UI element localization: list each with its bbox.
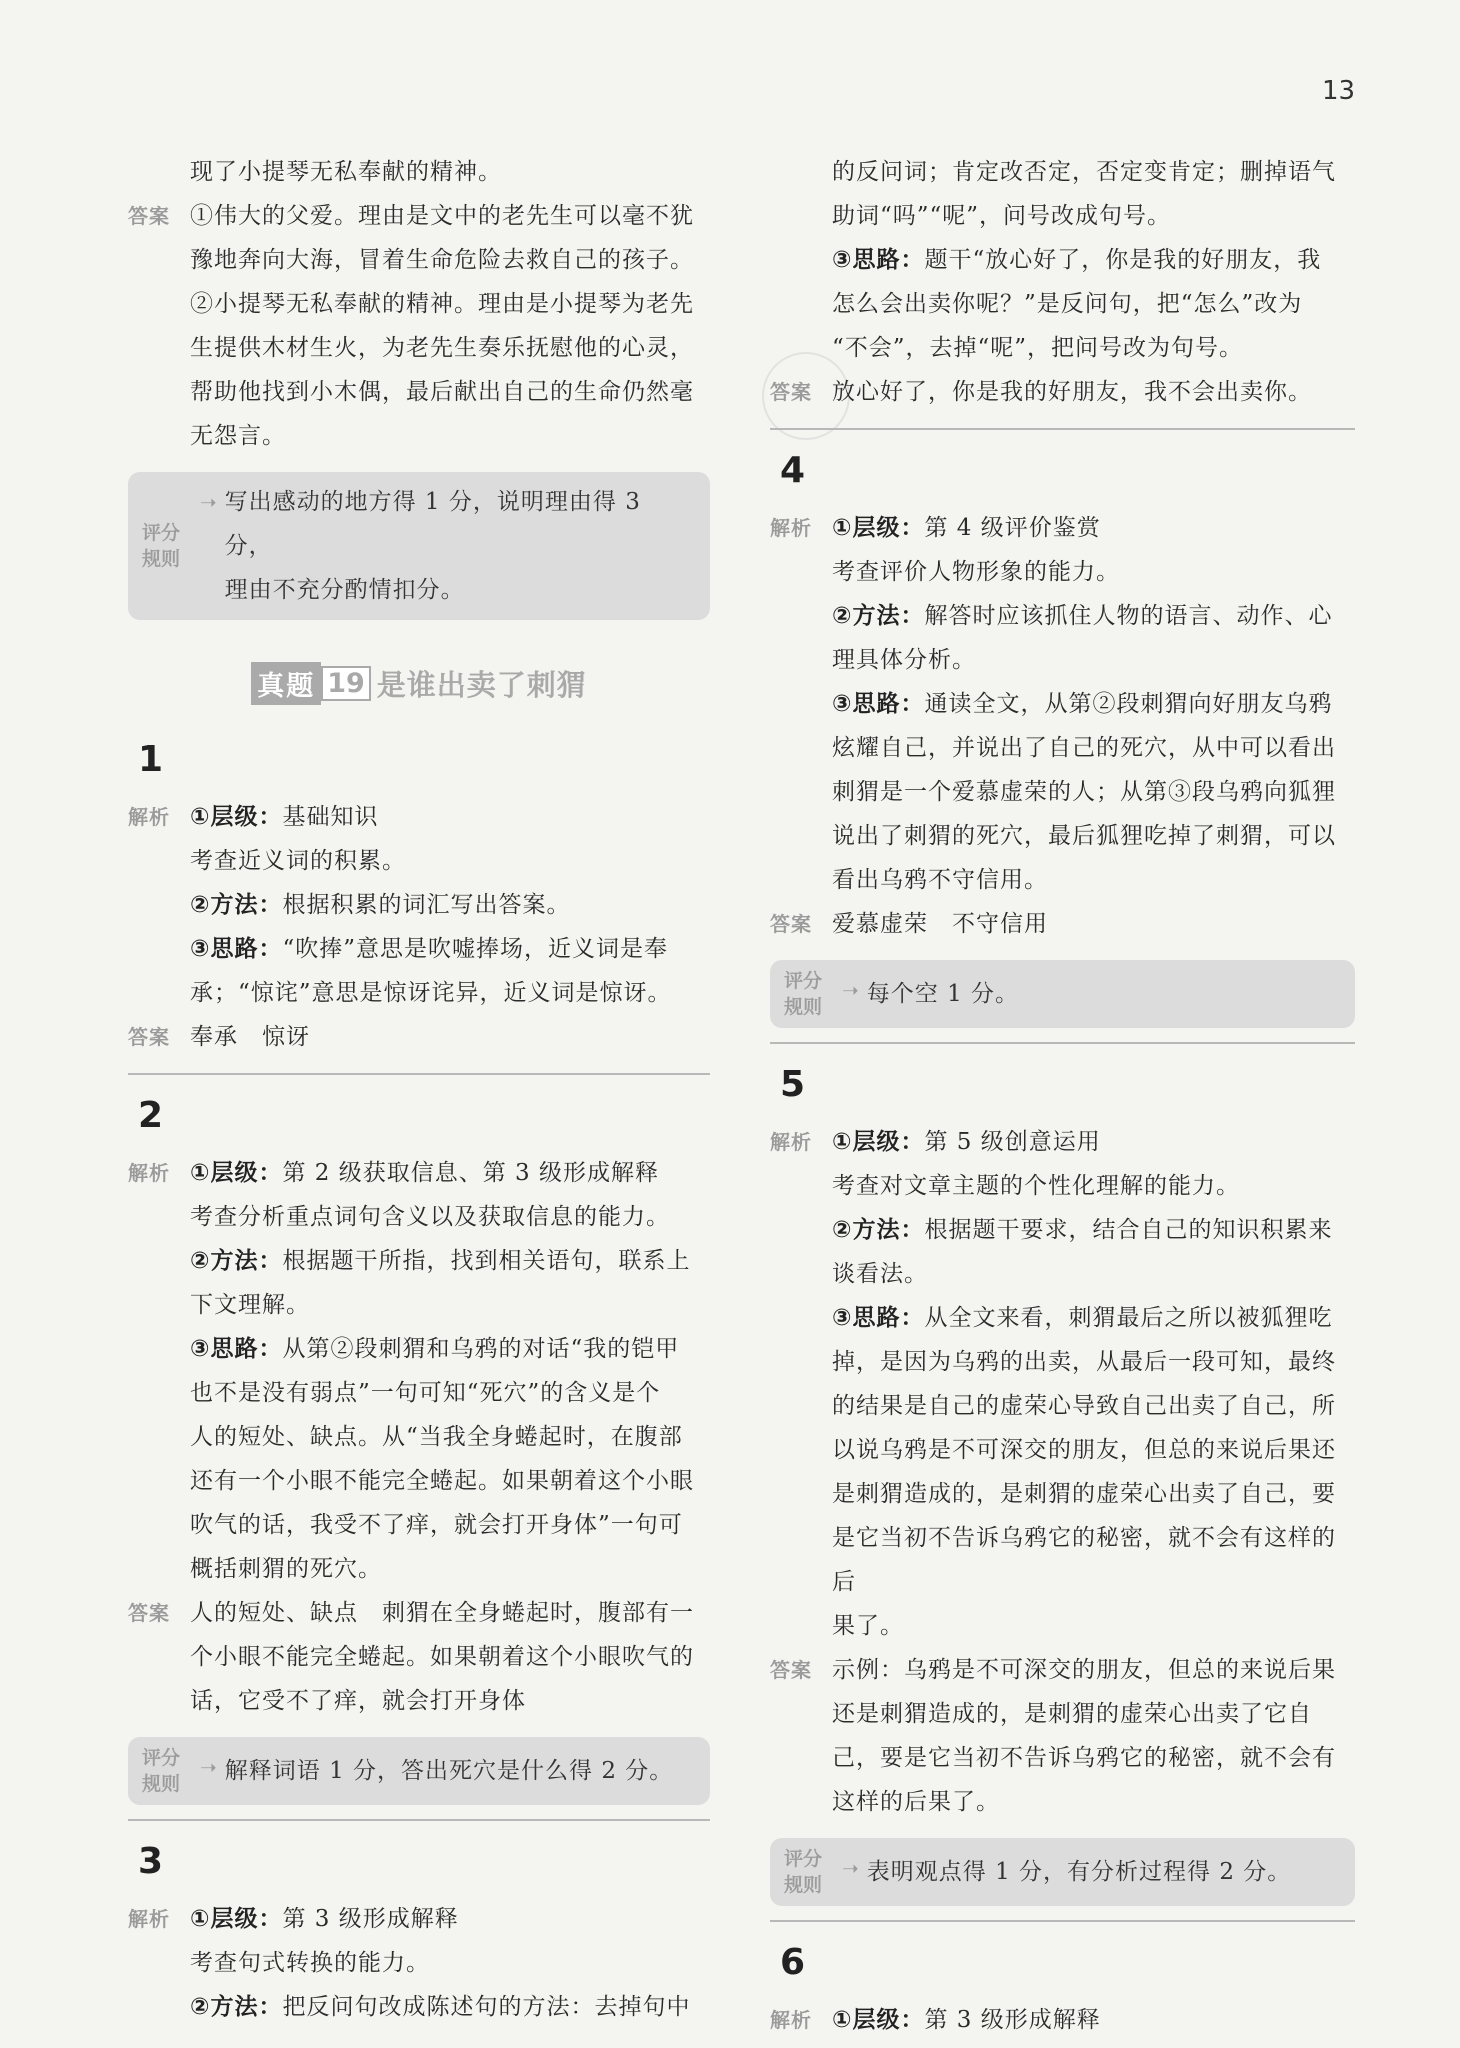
divider (770, 428, 1355, 430)
left-column (128, 150, 710, 2029)
idea-value: “吹捧”意思是吹嘘捧场，近义词是奉 (282, 936, 669, 962)
banner-number: 19 (321, 666, 371, 701)
answer-block (128, 1591, 710, 1723)
question-number: 6 (780, 1942, 806, 1983)
analysis-tag: 解析 (128, 1161, 170, 1185)
idea-value: 通读全文，从第②段刺猬向好朋友乌鸦 (924, 691, 1333, 717)
text-line: 也不是没有弱点”一句可知“死穴”的含义是个 (190, 1380, 661, 1406)
text-line: 看出乌鸦不守信用。 (832, 867, 1048, 893)
divider (770, 1042, 1355, 1044)
text-line: 概括刺猬的死穴。 (190, 1556, 382, 1582)
analysis-block (128, 1897, 710, 2029)
analysis-block (128, 1151, 710, 1591)
answer-text: 个小眼不能完全蜷起。如果朝着这个小眼吹气的 (190, 1644, 694, 1670)
text-line: 吹气的话，我受不了痒，就会打开身体”一句可 (190, 1512, 683, 1538)
text-line: 生提供木材生火，为老先生奏乐抚慰他的心灵， (190, 335, 694, 361)
method-key: ②方法： (190, 1994, 283, 2020)
answer-block (128, 1015, 710, 1059)
idea-value: 题干“放心好了，你是我的好朋友，我 (924, 247, 1322, 273)
arrow-icon: ➝ (842, 978, 859, 1002)
text-line: 考查分析重点词句含义以及获取信息的能力。 (190, 1204, 670, 1230)
text-line: 理具体分析。 (832, 647, 976, 673)
answer-text: 己，要是它当初不告诉乌鸦它的秘密，就不会有 (832, 1745, 1336, 1771)
text-line: 考查句式转换的能力。 (190, 1950, 430, 1976)
rule-text: 理由不充分酌情扣分。 (224, 577, 465, 603)
answer-text: 话，它受不了痒，就会打开身体 (190, 1688, 526, 1714)
method-value: 根据积累的词汇写出答案。 (282, 892, 571, 918)
text-line: 是刺猬造成的，是刺猬的虚荣心出卖了自己，要 (832, 1481, 1336, 1507)
rule-label: 规则 (142, 1773, 181, 1795)
idea-key: ③思路： (832, 691, 925, 717)
method-key: ②方法： (832, 1217, 925, 1243)
text-line: 谈看法。 (832, 1261, 928, 1287)
method-value: 根据题干要求，结合自己的知识积累来 (924, 1217, 1333, 1243)
analysis-tag: 解析 (128, 805, 170, 829)
question-number: 4 (780, 450, 806, 491)
level-value: 第 5 级创意运用 (924, 1129, 1101, 1155)
level-value: 第 3 级形成解释 (282, 1906, 459, 1932)
divider (128, 1073, 710, 1075)
rule-text: 写出感动的地方得 1 分，说明理由得 3 分， (224, 489, 641, 559)
idea-key: ③思路： (832, 247, 925, 273)
answer-tag: 答案 (128, 1025, 170, 1049)
level-value: 第 4 级评价鉴赏 (924, 515, 1101, 541)
banner-title: 是谁出卖了刺猬 (376, 668, 587, 702)
scoring-rule-box (770, 1838, 1355, 1906)
scoring-rule-box (128, 472, 710, 620)
answer-tag: 答案 (770, 912, 812, 936)
analysis-block (770, 506, 1355, 902)
arrow-icon: ➝ (199, 490, 217, 514)
answer-tag: 答案 (128, 204, 170, 228)
answer-text: 人的短处、缺点 刺猬在全身蜷起时，腹部有一 (190, 1600, 694, 1626)
text-line: ②小提琴无私奉献的精神。理由是小提琴为老先 (190, 291, 694, 317)
page-number: 13 (1322, 76, 1356, 106)
answer-text: 爱慕虚荣 不守信用 (832, 911, 1048, 937)
right-column (770, 150, 1355, 2042)
text-line: “不会”，去掉“呢”，把问号改为句号。 (832, 335, 1244, 361)
text-line: 豫地奔向大海，冒着生命危险去救自己的孩子。 (190, 247, 694, 273)
question-number: 5 (780, 1064, 806, 1105)
rule-label: 评分 (142, 1747, 181, 1769)
prev-answer (128, 194, 710, 458)
answer-block (770, 902, 1355, 946)
analysis-tag: 解析 (770, 516, 812, 540)
text-line: 果了。 (832, 1613, 904, 1639)
idea-value: 从全文来看，刺猬最后之所以被狐狸吃 (924, 1305, 1333, 1331)
text-line: 下文理解。 (190, 1292, 310, 1318)
continuation-block (770, 150, 1355, 370)
scoring-rule-box (770, 960, 1355, 1028)
text-line: 炫耀自己，并说出了自己的死穴，从中可以看出 (832, 735, 1336, 761)
text-line: 说出了刺猬的死穴，最后狐狸吃掉了刺猬，可以 (832, 823, 1336, 849)
answer-text: 放心好了，你是我的好朋友，我不会出卖你。 (832, 379, 1312, 405)
method-value: 把反问句改成陈述句的方法：去掉句中 (282, 1994, 691, 2020)
level-value: 第 2 级获取信息、第 3 级形成解释 (282, 1160, 659, 1186)
analysis-block (770, 1998, 1355, 2042)
text-line: 承；“惊诧”意思是惊讶诧异，近义词是惊讶。 (190, 980, 672, 1006)
text-line: 帮助他找到小木偶，最后献出自己的生命仍然毫 (190, 379, 694, 405)
scoring-rule-box (128, 1737, 710, 1805)
question-number: 3 (138, 1841, 164, 1882)
level-key: ①层级： (190, 804, 283, 830)
analysis-tag: 解析 (770, 1130, 812, 1154)
text-line: 无怨言。 (190, 423, 286, 449)
level-value: 第 3 级形成解释 (924, 2007, 1101, 2033)
level-key: ①层级： (832, 515, 925, 541)
answer-text: 这样的后果了。 (832, 1789, 1000, 1815)
method-key: ②方法： (190, 1248, 283, 1274)
arrow-icon: ➝ (842, 1856, 859, 1880)
text-line: 的反问词；肯定改否定，否定变肯定；删掉语气 (832, 159, 1336, 185)
rule-label: 规则 (784, 996, 823, 1018)
answer-tag: 答案 (770, 380, 812, 404)
banner-label: 真题 (251, 662, 321, 705)
divider (128, 1819, 710, 1821)
rule-label: 评分 (142, 522, 181, 544)
answer-tag: 答案 (128, 1601, 170, 1625)
level-key: ①层级： (832, 1129, 925, 1155)
question-number: 1 (138, 739, 164, 780)
level-key: ①层级： (190, 1906, 283, 1932)
analysis-block (770, 1120, 1355, 1648)
answer-tag: 答案 (770, 1658, 812, 1682)
rule-text: 解释词语 1 分，答出死穴是什么得 2 分。 (224, 1758, 674, 1784)
text-line: 以说乌鸦是不可深交的朋友，但总的来说后果还 (832, 1437, 1336, 1463)
text-line: 助词“吗”“呢”，问号改成句号。 (832, 203, 1172, 229)
answer-text: 还是刺猬造成的，是刺猬的虚荣心出卖了它自 (832, 1701, 1312, 1727)
text-line: ①伟大的父爱。理由是文中的老先生可以毫不犹 (190, 203, 694, 229)
arrow-icon: ➝ (200, 1755, 217, 1779)
method-value: 根据题干所指，找到相关语句，联系上 (282, 1248, 691, 1274)
text-line: 掉，是因为乌鸦的出卖，从最后一段可知，最终 (832, 1349, 1336, 1375)
question-number: 2 (138, 1095, 164, 1136)
divider (770, 1920, 1355, 1922)
text-line: 还有一个小眼不能完全蜷起。如果朝着这个小眼 (190, 1468, 694, 1494)
text-line: 是它当初不告诉乌鸦它的秘密，就不会有这样的后 (832, 1525, 1336, 1595)
text-line: 刺猬是一个爱慕虚荣的人；从第③段乌鸦向狐狸 (832, 779, 1336, 805)
idea-key: ③思路： (832, 1305, 925, 1331)
method-key: ②方法： (832, 603, 925, 629)
rule-text: 表明观点得 1 分，有分析过程得 2 分。 (866, 1859, 1292, 1885)
method-key: ②方法： (190, 892, 283, 918)
text-line: 考查评价人物形象的能力。 (832, 559, 1120, 585)
rule-text: 每个空 1 分。 (866, 981, 1020, 1007)
idea-key: ③思路： (190, 1336, 283, 1362)
method-value: 解答时应该抓住人物的语言、动作、心 (924, 603, 1333, 629)
text-line: 的结果是自己的虚荣心导致自己出卖了自己，所 (832, 1393, 1336, 1419)
idea-value: 从第②段刺猬和乌鸦的对话“我的铠甲 (282, 1336, 680, 1362)
level-key: ①层级： (190, 1160, 283, 1186)
level-value: 基础知识 (282, 804, 379, 830)
section-banner (128, 662, 710, 705)
rule-label: 评分 (784, 970, 823, 992)
analysis-tag: 解析 (770, 2008, 812, 2032)
answer-text: 奉承 惊讶 (190, 1024, 310, 1050)
intro-line: 现了小提琴无私奉献的精神。 (190, 159, 502, 185)
text-line: 考查近义词的积累。 (190, 848, 406, 874)
rule-label: 评分 (784, 1848, 823, 1870)
level-key: ①层级： (832, 2007, 925, 2033)
answer-text: 示例：乌鸦是不可深交的朋友，但总的来说后果 (832, 1657, 1336, 1683)
rule-label: 规则 (142, 548, 181, 570)
text-line: 人的短处、缺点。从“当我全身蜷起时，在腹部 (190, 1424, 683, 1450)
idea-key: ③思路： (190, 936, 283, 962)
analysis-block (128, 795, 710, 1015)
rule-label: 规则 (784, 1874, 823, 1896)
text-line: 怎么会出卖你呢？”是反问句，把“怎么”改为 (832, 291, 1303, 317)
answer-block (770, 1648, 1355, 1824)
answer-block (770, 370, 1355, 414)
analysis-tag: 解析 (128, 1907, 170, 1931)
text-line: 考查对文章主题的个性化理解的能力。 (832, 1173, 1240, 1199)
